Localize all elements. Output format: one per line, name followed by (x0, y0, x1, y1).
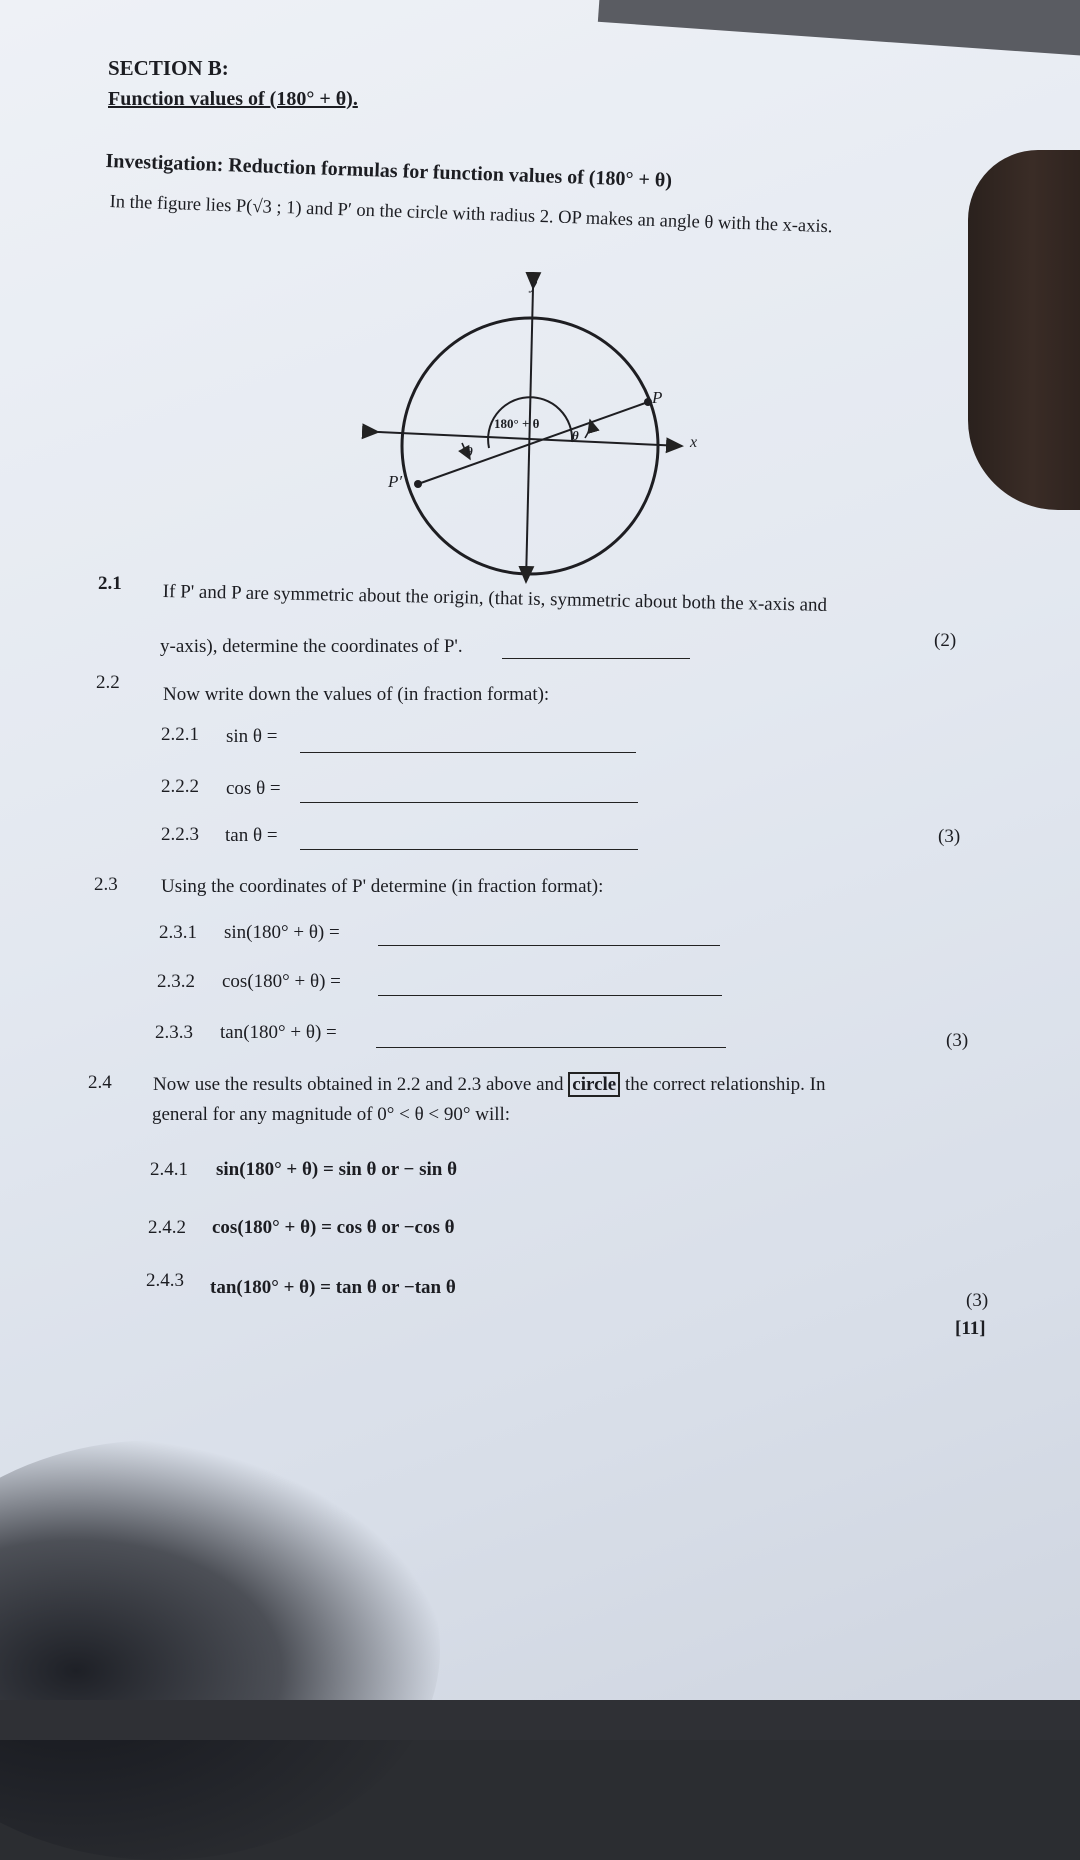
q2-3-text: Using the coordinates of P' determine (in fraction format): (161, 876, 604, 897)
q2-4-text-line2: general for any magnitude of 0° < θ < 90° will: (152, 1104, 511, 1125)
q2-3-marks: (3) (946, 1030, 969, 1051)
point-p-prime (414, 480, 422, 488)
q2-4-1-number: 2.4.1 (150, 1159, 188, 1180)
investigation-heading: Investigation: Reduction formulas for function values of (180° + θ) (105, 150, 673, 192)
q2-2-1-answer-line[interactable] (300, 752, 636, 753)
label-p: P (652, 388, 663, 407)
q2-3-2-answer-line[interactable] (378, 995, 722, 996)
point-p (644, 398, 652, 406)
q2-4-marks: (3) (966, 1290, 989, 1311)
label-theta-right: θ (572, 428, 579, 443)
q2-4-text-line1 (153, 1074, 825, 1096)
q2-4-2-expr[interactable]: cos(180° + θ) = cos θ or −cos θ (212, 1217, 455, 1238)
q2-3-3-answer-line[interactable] (376, 1047, 726, 1048)
section-subtitle: Function values of (180° + θ). (108, 88, 358, 110)
section-title: SECTION B: (108, 56, 229, 80)
q2-4-3-expr[interactable]: tan(180° + θ) = tan θ or −tan θ (210, 1277, 456, 1298)
label-angle-180-plus-theta: 180° + θ (494, 416, 540, 431)
q2-2-number: 2.2 (96, 672, 120, 693)
q2-1-text-line2: y-axis), determine the coordinates of P'. (160, 636, 463, 657)
label-y-axis: y (530, 276, 538, 293)
background-strip (0, 1700, 1080, 1740)
q2-2-2-expr: cos θ = (226, 778, 281, 799)
q2-4-number: 2.4 (88, 1072, 112, 1093)
q2-3-2-expr: cos(180° + θ) = (222, 971, 341, 992)
q2-2-3-expr: tan θ = (225, 825, 278, 846)
q2-4-text-post: the correct relationship. In (624, 1074, 826, 1095)
q2-4-3-number: 2.4.3 (146, 1270, 184, 1291)
q2-3-1-expr: sin(180° + θ) = (224, 922, 340, 943)
q2-2-2-number: 2.2.2 (161, 776, 199, 797)
q2-3-2-number: 2.3.2 (157, 971, 195, 992)
q2-3-3-expr: tan(180° + θ) = (220, 1022, 337, 1043)
q2-4-2-number: 2.4.2 (148, 1217, 186, 1238)
q2-2-1-number: 2.2.1 (161, 724, 199, 745)
total-marks: [11] (955, 1318, 986, 1339)
q2-3-1-answer-line[interactable] (378, 945, 720, 946)
q2-1-answer-line[interactable] (502, 658, 690, 659)
q2-2-marks: (3) (938, 826, 961, 847)
y-axis (526, 288, 533, 582)
q2-4-1-expr[interactable]: sin(180° + θ) = sin θ or − sin θ (216, 1159, 458, 1180)
q2-2-text: Now write down the values of (in fraction format): (163, 684, 550, 705)
q2-2-2-answer-line[interactable] (300, 802, 638, 803)
q2-1-marks: (2) (934, 630, 957, 651)
q2-3-1-number: 2.3.1 (159, 922, 197, 943)
q2-2-1-expr: sin θ = (226, 726, 278, 747)
q2-2-3-answer-line[interactable] (300, 849, 638, 850)
q2-4-text-pre: Now use the results obtained in 2.2 and 2.3 above and (153, 1074, 564, 1095)
q2-2-3-number: 2.2.3 (161, 824, 199, 845)
label-p-prime: P′ (388, 472, 403, 491)
circle-keyword: circle (568, 1072, 620, 1097)
label-x-axis: x (690, 434, 698, 451)
q2-3-3-number: 2.3.3 (155, 1022, 193, 1043)
label-theta-left: θ (466, 444, 473, 459)
q2-3-number: 2.3 (94, 874, 118, 895)
investigation-intro: In the figure lies P(√3 ; 1) and P′ on the circle with radius 2. OP makes an angle θ with the x-axis. (109, 192, 833, 238)
q2-1-number: 2.1 (98, 573, 122, 594)
q2-1-text-line1: If P' and P are symmetric about the origin, (that is, symmetric about both the x-axis and (162, 581, 828, 616)
